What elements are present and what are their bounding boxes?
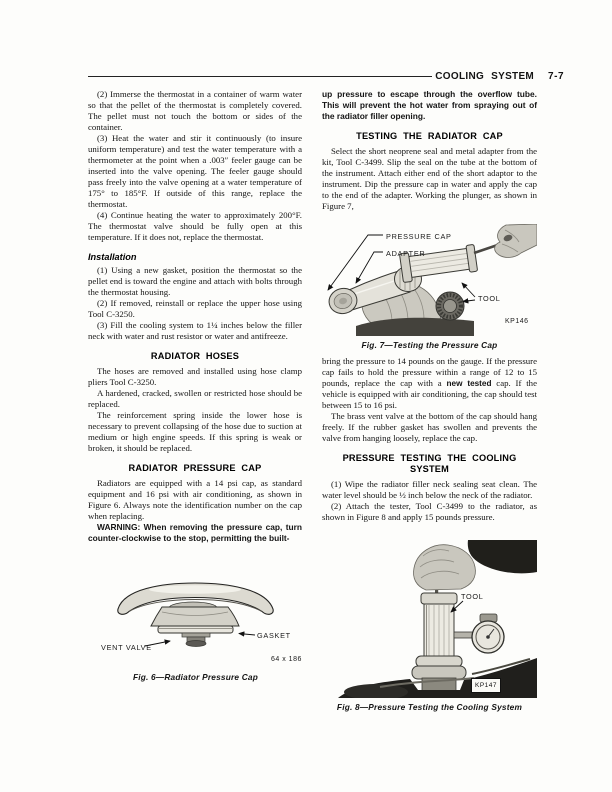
header-rule [88, 76, 432, 77]
tool-arrow-1 [462, 283, 475, 297]
fig7-caption: Fig. 7—Testing the Pressure Cap [361, 340, 498, 350]
section-heading-pressure-testing: PRESSURE TESTING THE COOLING SYSTEM [342, 453, 517, 474]
figure-6 [88, 576, 303, 683]
fig6-label-gasket: GASKET [257, 631, 291, 640]
fig7-label-adapter: ADAPTER [386, 249, 426, 258]
column-right [322, 89, 537, 713]
cooling-system-tester-illustration [322, 540, 537, 698]
fig7-label-pressure-cap: PRESSURE CAP [386, 232, 452, 241]
paragraph: (2) If removed, reinstall or replace the upper hose using Tool C-3250. [88, 298, 302, 319]
paragraph: The reinforcement spring inside the lower hose is necessary to prevent collapsing of the hose due to suction at medium or high engine speeds. If this spring is weak or broken, it should be replaced. [88, 410, 302, 453]
paragraph: (4) Continue heating the water to approximately 200°F. The thermostat valve should be fully open at this temperature. If it does not, replace the thermostat. [88, 210, 302, 242]
page-number: 7-7 [548, 70, 564, 82]
fig6-photo-code: 64 x 186 [271, 656, 302, 663]
fig6-label-vent-valve: VENT VALVE [101, 643, 152, 652]
paragraph: (2) Attach the tester, Tool C-3499 to the radiator, as shown in Figure 8 and apply 15 pounds pressure. [322, 501, 537, 522]
fig8-caption: Fig. 8—Pressure Testing the Cooling System [336, 702, 523, 712]
tool-barrel [424, 604, 454, 657]
section-heading-radiator-hoses: RADIATOR HOSES [150, 351, 240, 361]
text-run-bold: new tested [446, 379, 492, 388]
tool-arrow-2 [463, 300, 475, 302]
gauge-stem [454, 632, 473, 638]
paragraph: A hardened, cracked, swollen or restricted hose should be replaced. [88, 388, 302, 409]
pressure-gauge [472, 614, 504, 653]
tool-bottom-flange-2 [412, 666, 466, 679]
paragraph: (3) Fill the cooling system to 1¼ inches below the filler neck with water and rust resistor or water and antifreeze. [88, 320, 302, 341]
paragraph [322, 356, 537, 411]
fig8-photo-code: KP147 [471, 678, 501, 693]
section-heading-installation: Installation [88, 252, 137, 262]
paragraph: (3) Heat the water and stir it continuously (to insure uniform temperature) and test the water temperature with a thermometer at the point when a .003″ feeler gauge can be inserted into the valve opening. The feeler gauge should pass freely into the valve opening at a water temperature of 175° to 185°F. If outside of this range, replace the thermostat. [88, 133, 302, 209]
paragraph: (2) Immerse the thermostat in a container of warm water so that the pellet of the thermostat is completely covered. The pellet must not touch the bottom or sides of the container. [88, 89, 302, 132]
fig6-caption: Fig. 6—Radiator Pressure Cap [132, 672, 259, 682]
paragraph: Select the short neoprene seal and metal adapter from the kit, Tool C-3499. Slip the seal on the tube at the bottom of the instrument. Attach either end of the short adaptor to the instrument. Dip the pressure cap in water and apply the cap to the end of the adapter. Working the plunger, as shown in Figure 7, [322, 146, 537, 211]
gasket-arrow [239, 634, 255, 636]
hand-upper [414, 545, 476, 590]
cap-gasket [158, 626, 233, 633]
page-title: COOLING SYSTEM [435, 70, 535, 82]
fig7-label-tool: TOOL [478, 294, 501, 303]
section-heading-testing-radiator-cap: TESTING THE RADIATOR CAP [356, 131, 503, 141]
sleeve [468, 540, 537, 573]
paragraph: The brass vent valve at the bottom of the cap should hang freely. If the rubber gasket has swollen and prevents the valve from hanging loosely, replace the cap. [322, 411, 537, 443]
column-left [88, 89, 302, 713]
gauge-ring [436, 292, 464, 320]
paragraph: Radiators are equipped with a 14 psi cap, as standard equipment and 16 psi with air conditioning, as shown in Figure 6. Always note the identification number on the cap when replacing. [88, 478, 302, 521]
text-run: bring the pressure to 14 pounds on the gauge. If the pressure cap fails to hold the pressure within a range of 12 to 15 pounds, replace the cap with a [322, 356, 537, 388]
figure-7 [322, 224, 537, 351]
hand-upper [495, 224, 537, 257]
page-body [88, 89, 537, 713]
fig7-photo-code: KP146 [505, 318, 529, 325]
paragraph: (1) Wipe the radiator filler neck sealing seat clean. The water level should be ½ inch below the neck of the radiator. [322, 479, 537, 500]
figure-8 [322, 540, 537, 713]
warning-text-continued: up pressure to escape through the overflow tube. This will prevent the hot water from spraying out of the radiator filler opening. [322, 89, 537, 121]
text-run: cap. If the vehicle is equipped with air conditioning, the cap should test between 15 to 16 psi. [322, 378, 537, 410]
tool-top-flange [421, 593, 457, 604]
paragraph: The hoses are removed and installed using hose clamp pliers Tool C-3250. [88, 366, 302, 387]
fig8-label-tool: TOOL [461, 592, 484, 601]
tool-bottom-flange-1 [416, 656, 462, 667]
warning-text: WARNING: When removing the pressure cap, turn counter-clockwise to the stop, permitting the built- [88, 522, 302, 543]
cap-vent-valve [182, 633, 210, 647]
paragraph: (1) Using a new gasket, position the thermostat so the pellet end is toward the engine and attach with bolts through the thermostat housing. [88, 265, 302, 297]
cap-skirt [151, 607, 239, 626]
section-heading-radiator-pressure-cap: RADIATOR PRESSURE CAP [128, 463, 262, 473]
page-header [88, 68, 564, 84]
